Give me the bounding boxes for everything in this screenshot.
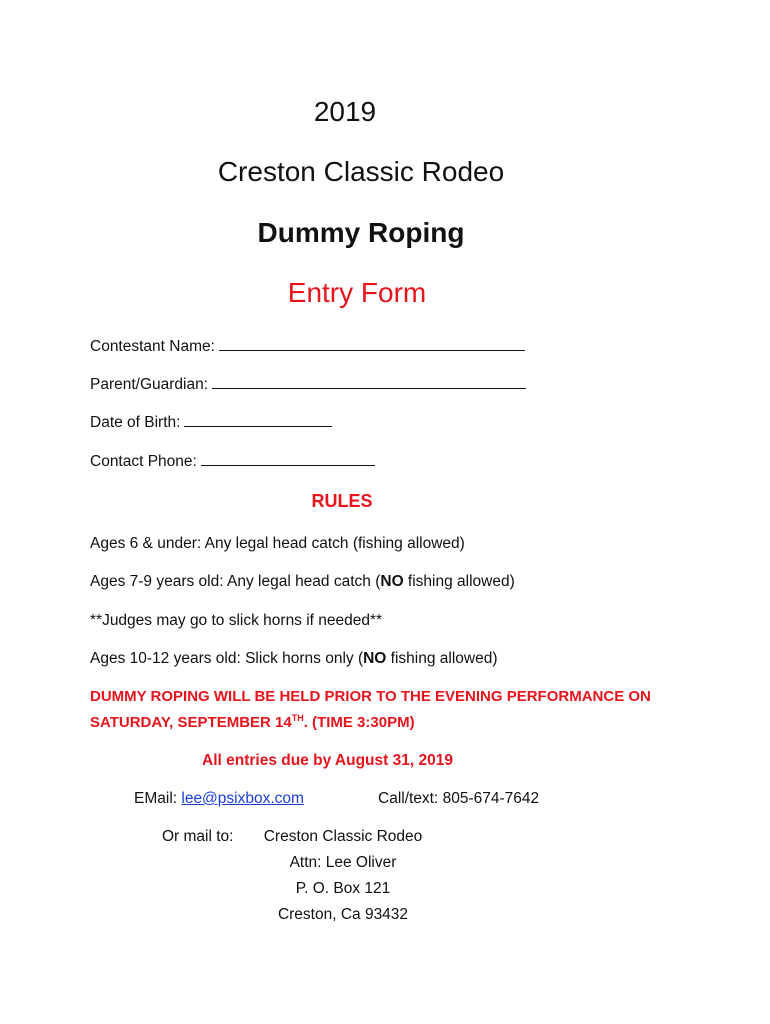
rule-emphasis: NO	[380, 573, 404, 590]
event-subtitle: Dummy Roping	[257, 217, 465, 248]
mail-label: Or mail to:	[162, 828, 234, 845]
rules-heading: RULES	[311, 491, 373, 511]
rule-emphasis: NO	[363, 650, 387, 667]
rule-item	[90, 573, 515, 591]
notice-line-1: DUMMY ROPING WILL BE HELD PRIOR TO THE EVENING PERFORMANCE ON	[90, 688, 651, 705]
date-of-birth-line[interactable]	[184, 412, 332, 427]
rule-text: Ages 10-12 years old: Slick horns only (	[90, 650, 364, 667]
call-text: Call/text: 805-674-7642	[378, 790, 540, 807]
event-name: Creston Classic Rodeo	[217, 156, 505, 187]
contact-phone-label: Contact Phone:	[90, 453, 197, 470]
address-line: P. O. Box 121	[295, 880, 391, 897]
parent-guardian-field[interactable]	[90, 374, 526, 394]
date-of-birth-label: Date of Birth:	[90, 414, 181, 431]
address-line: Attn: Lee Oliver	[289, 854, 397, 871]
rule-item	[90, 650, 498, 668]
due-date: All entries due by August 31, 2019	[202, 752, 453, 769]
parent-guardian-line[interactable]	[212, 374, 526, 389]
contestant-name-field[interactable]	[90, 336, 525, 356]
email-link[interactable]: lee@psixbox.com	[181, 790, 304, 807]
contestant-name-label: Contestant Name:	[90, 338, 215, 355]
notice-superscript: TH	[291, 713, 304, 723]
contestant-name-line[interactable]	[219, 336, 525, 351]
date-of-birth-field[interactable]	[90, 412, 332, 432]
notice-line-2	[90, 713, 415, 731]
address-line: Creston, Ca 93432	[277, 906, 409, 923]
rule-item: **Judges may go to slick horns if needed**	[90, 612, 383, 629]
rule-text: fishing allowed)	[403, 573, 515, 590]
rule-text: Ages 7-9 years old: Any legal head catch (	[90, 573, 381, 590]
email-label: EMail:	[134, 790, 182, 807]
email-line	[134, 790, 304, 808]
parent-guardian-label: Parent/Guardian:	[90, 376, 209, 393]
form-title: Entry Form	[287, 277, 427, 308]
rule-text: fishing allowed)	[386, 650, 498, 667]
year-heading: 2019	[313, 96, 377, 127]
address-line: Creston Classic Rodeo	[263, 828, 423, 845]
notice-text: SATURDAY, SEPTEMBER 14	[90, 714, 292, 731]
contact-phone-line[interactable]	[201, 451, 375, 466]
notice-text: . (TIME 3:30PM)	[303, 714, 415, 731]
contact-phone-field[interactable]	[90, 451, 375, 471]
rule-item: Ages 6 & under: Any legal head catch (fishing allowed)	[90, 535, 465, 552]
